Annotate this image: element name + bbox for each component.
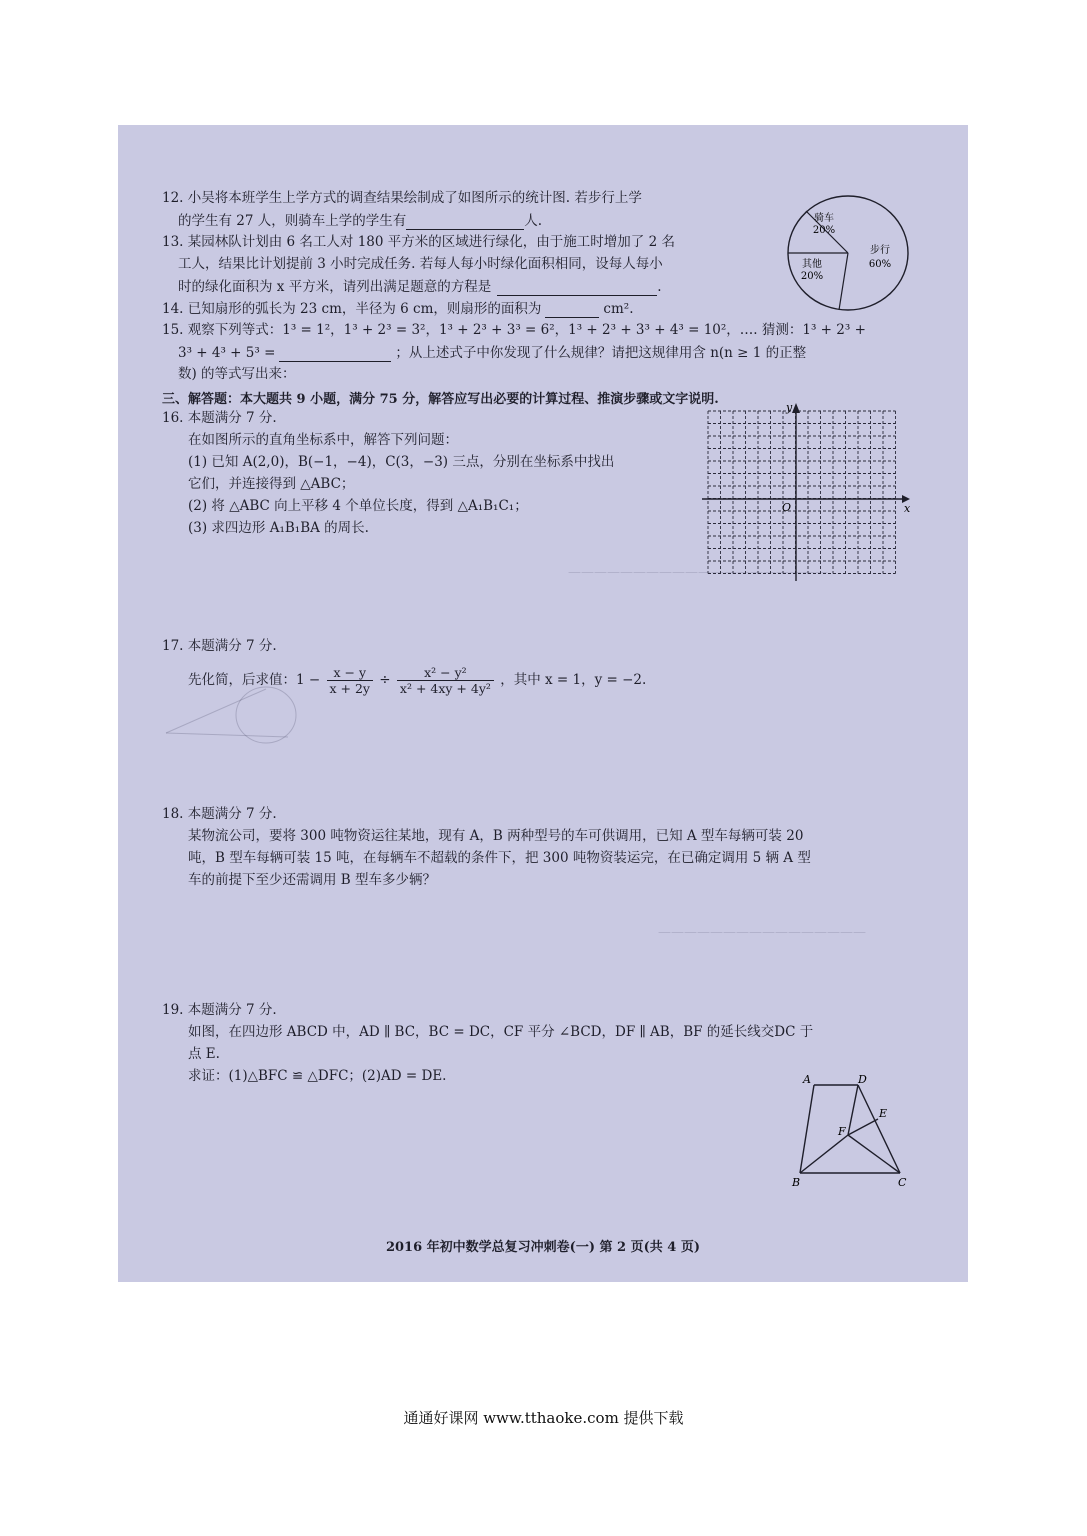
label-F: F xyxy=(838,1125,846,1138)
q18-line3: 车的前提下至少还需调用 B 型车多少辆？ xyxy=(188,872,437,888)
q13-line1: 13. 某园林队计划由 6 名工人对 180 平方米的区域进行绿化，由于施工时增加了 2 名 xyxy=(162,234,675,250)
label-A: A xyxy=(803,1073,811,1086)
q15-line1: 15. 观察下列等式：1³ = 1²，1³ + 2³ = 3²，1³ + 2³ + 3³ = 6²，1³ + 2³ + 3³ + 4³ = 10²，…. 猜测：1³ + 2³ + xyxy=(162,322,866,338)
q19-line2: 点 E. xyxy=(188,1046,220,1062)
q12-line1: 12. 小吴将本班学生上学方式的调查结果绘制成了如图所示的统计图. 若步行上学 xyxy=(162,190,642,206)
q19-head: 19. 本题满分 7 分. xyxy=(162,1002,277,1018)
fraction-2: $\frac{\text{x² − y²}}{\text{x² + 4xy + 4y²}}$ xyxy=(397,665,494,696)
q14-line: 14. 已知扇形的弧长为 23 cm，半径为 6 cm，则扇形的面积为 cm². xyxy=(162,301,634,317)
q15-line3: 数) 的等式写出来： xyxy=(178,366,296,382)
label-D: D xyxy=(858,1073,867,1086)
q13-line2: 工人，结果比计划提前 3 小时完成任务. 若每人每小时绿化面积相同，设每人每小 xyxy=(178,256,663,272)
pie-label-other: 其他 xyxy=(802,259,822,270)
fraction-1: $\frac{x - y}{x + 2y}$ xyxy=(327,665,374,696)
pie-percent-cycling: 20% xyxy=(812,225,836,236)
x-axis-label: x xyxy=(904,502,911,515)
section-heading: 三、解答题：本大题共 9 小题，满分 75 分，解答应写出必要的计算过程、推演步骤或文字说明. xyxy=(162,392,719,407)
q19-line3: 求证：(1)△BFC ≌ △DFC；(2)AD = DE. xyxy=(188,1068,447,1084)
coordinate-grid xyxy=(702,401,912,583)
q16-part2: (2) 将 △ABC 向上平移 4 个单位长度，得到 △A₁B₁C₁； xyxy=(188,498,528,514)
commute-pie-chart xyxy=(784,191,914,313)
q15-line2: 3³ + 4³ + 5³ = ；从上述式子中你发现了什么规律？请把这规律用含 n(n ≥ 1 的正整 xyxy=(178,345,807,361)
download-watermark: 通通好课网 www.tthaoke.com 提供下载 xyxy=(403,1409,684,1427)
origin-label: O xyxy=(782,501,792,514)
answer-blank xyxy=(497,277,657,296)
pie-label-cycling: 骑车 xyxy=(814,213,834,224)
label-E: E xyxy=(879,1107,888,1120)
q18-head: 18. 本题满分 7 分. xyxy=(162,806,277,822)
bleed-through-figure xyxy=(158,685,308,755)
q17-head: 17. 本题满分 7 分. xyxy=(162,638,277,654)
bleed-through-text: ———————————————————— xyxy=(568,565,828,580)
q16-head: 16. 本题满分 7 分. xyxy=(162,410,277,426)
exam-page xyxy=(118,125,968,1282)
bleed-through-text: ———————————————— xyxy=(658,925,866,940)
label-B: B xyxy=(792,1176,801,1189)
q17-expression: 先化简，后求值：1 − $\frac{x - y}{x + 2y}$ ÷ $\frac{\text{x² − y²}}{\text{x² + 4xy + 4y²}}$ ，其中 x = 1，y = −2. xyxy=(188,665,647,696)
q16-part3: (3) 求四边形 A₁B₁BA 的周长. xyxy=(188,520,369,536)
answer-blank xyxy=(545,299,599,318)
y-axis-arrow-icon xyxy=(792,403,800,413)
pie-label-walking: 步行 xyxy=(870,245,890,256)
q16-intro: 在如图所示的直角坐标系中，解答下列问题： xyxy=(188,432,458,448)
q16-part1a: (1) 已知 A(2,0)，B(−1，−4)，C(3，−3) 三点，分别在坐标系中找出 xyxy=(188,454,615,470)
pie-percent-walking: 60% xyxy=(868,259,892,270)
pie-percent-other: 20% xyxy=(800,271,824,282)
label-C: C xyxy=(898,1176,907,1189)
q18-line2: 吨，B 型车每辆可装 15 吨，在每辆车不超载的条件下，把 300 吨物资装运完，在已确定调用 5 辆 A 型 xyxy=(188,850,811,866)
q13-line3: 时的绿化面积为 x 平方米，请列出满足题意的方程是 . xyxy=(178,279,662,295)
quadrilateral-figure xyxy=(788,1073,913,1193)
page-footer: 2016 年初中数学总复习冲刺卷(一) 第 2 页(共 4 页) xyxy=(385,1240,701,1255)
answer-blank xyxy=(279,343,391,362)
q16-part1b: 它们，并连接得到 △ABC； xyxy=(188,476,355,492)
y-axis-label: y xyxy=(786,401,793,414)
q18-line1: 某物流公司，要将 300 吨物资运往某地，现有 A，B 两种型号的车可供调用，已知 A 型车每辆可装 20 xyxy=(188,828,804,844)
q19-line1: 如图，在四边形 ABCD 中，AD ∥ BC，BC = DC，CF 平分 ∠BCD，DF ∥ AB，BF 的延长线交DC 于 xyxy=(188,1024,814,1040)
q12-line2: 的学生有 27 人，则骑车上学的学生有 人. xyxy=(178,213,543,229)
answer-blank xyxy=(406,211,524,230)
